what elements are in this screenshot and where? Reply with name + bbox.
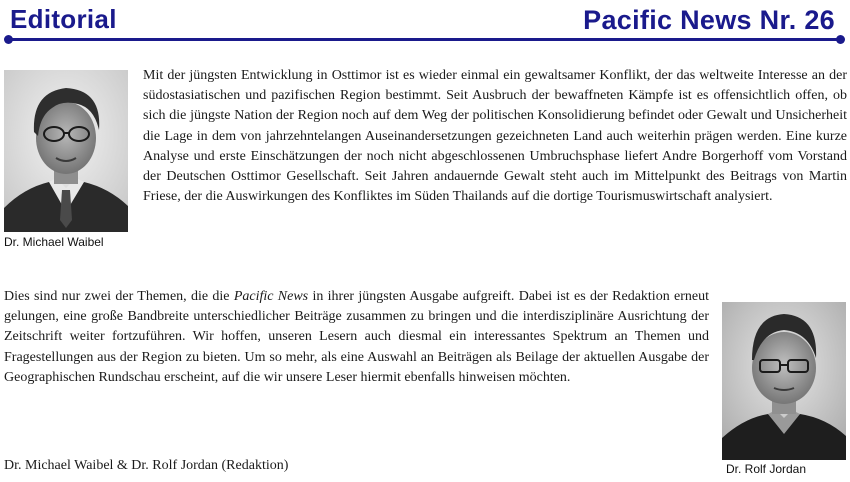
author-photo-jordan <box>722 302 846 460</box>
photo-caption-jordan: Dr. Rolf Jordan <box>726 462 807 476</box>
editorial-paragraph-1: Mit der jüngsten Entwicklung in Osttimor ist es wieder einmal ein gewaltsamer Konflikt, der das weltweite Interesse an der südostasiatischen und pazifischen Region bestimmt. Seit Ausbruch der bewaffneten Kämpfe ist es offensichtlich offen, ob sich die jüngste Nation der Region noch auf dem Weg der politischen Konsolidierung befindet oder Gewalt und Unsicherheit die Lage in dem von jahrzehntelangen Auseinandersetzungen gezeichneten Land auch weiterhin prägen werden. Eine kurze Analyse und erste Einschätzungen der noch nicht abgeschlossenen Umbruchsphase liefert Andre Borgerhoff vom Vorstand der Deutschen Osttimor Gesellschaft. Seit Jahren andauernde Gewalt steht auch im Mittelpunkt des Beitrags von Martin Friese, der die Auswirkungen des Konfliktes im Süden Thailands auf die dortige Tourismuswirtschaft analysiert. <box>143 68 847 205</box>
issue-title: Pacific News Nr. 26 <box>583 5 835 35</box>
author-photo-waibel <box>4 70 128 232</box>
editorial-paragraph-2 <box>4 287 709 388</box>
publication-name: Pacific News <box>233 289 309 304</box>
photo-caption-waibel: Dr. Michael Waibel <box>4 235 104 249</box>
portrait-image <box>4 70 128 232</box>
paragraph-2-rest: in ihrer jüngsten Ausgabe aufgreift. Dabei ist es der Redaktion erneut gelungen, eine große Bandbreite unterschiedlicher Beiträge zusammen zu bringen und die interdisziplinäre Ausrichtung der Zeitschrift weiter fortzuführen. Wir hoffen, unseren Lesern auch diesmal ein interessantes Spektrum an Themen und Fragestellungen aus der Region zu bieten. Um so mehr, als eine Auswahl an Beiträgen als Beilage der aktuellen Ausgabe der Geographischen Rundschau erscheint, auf die wir unsere Leser hiermit ebenfalls hinweisen möchten. <box>4 289 709 385</box>
section-title: Editorial <box>10 4 117 34</box>
paragraph-2-lead: Dies sind nur zwei der Themen, die die <box>4 289 234 304</box>
page-header <box>0 0 850 44</box>
rule-right-dot <box>836 35 845 44</box>
header-divider <box>8 38 840 41</box>
portrait-image <box>722 302 846 460</box>
editors-signature: Dr. Michael Waibel & Dr. Rolf Jordan (Redaktion) <box>4 458 289 473</box>
